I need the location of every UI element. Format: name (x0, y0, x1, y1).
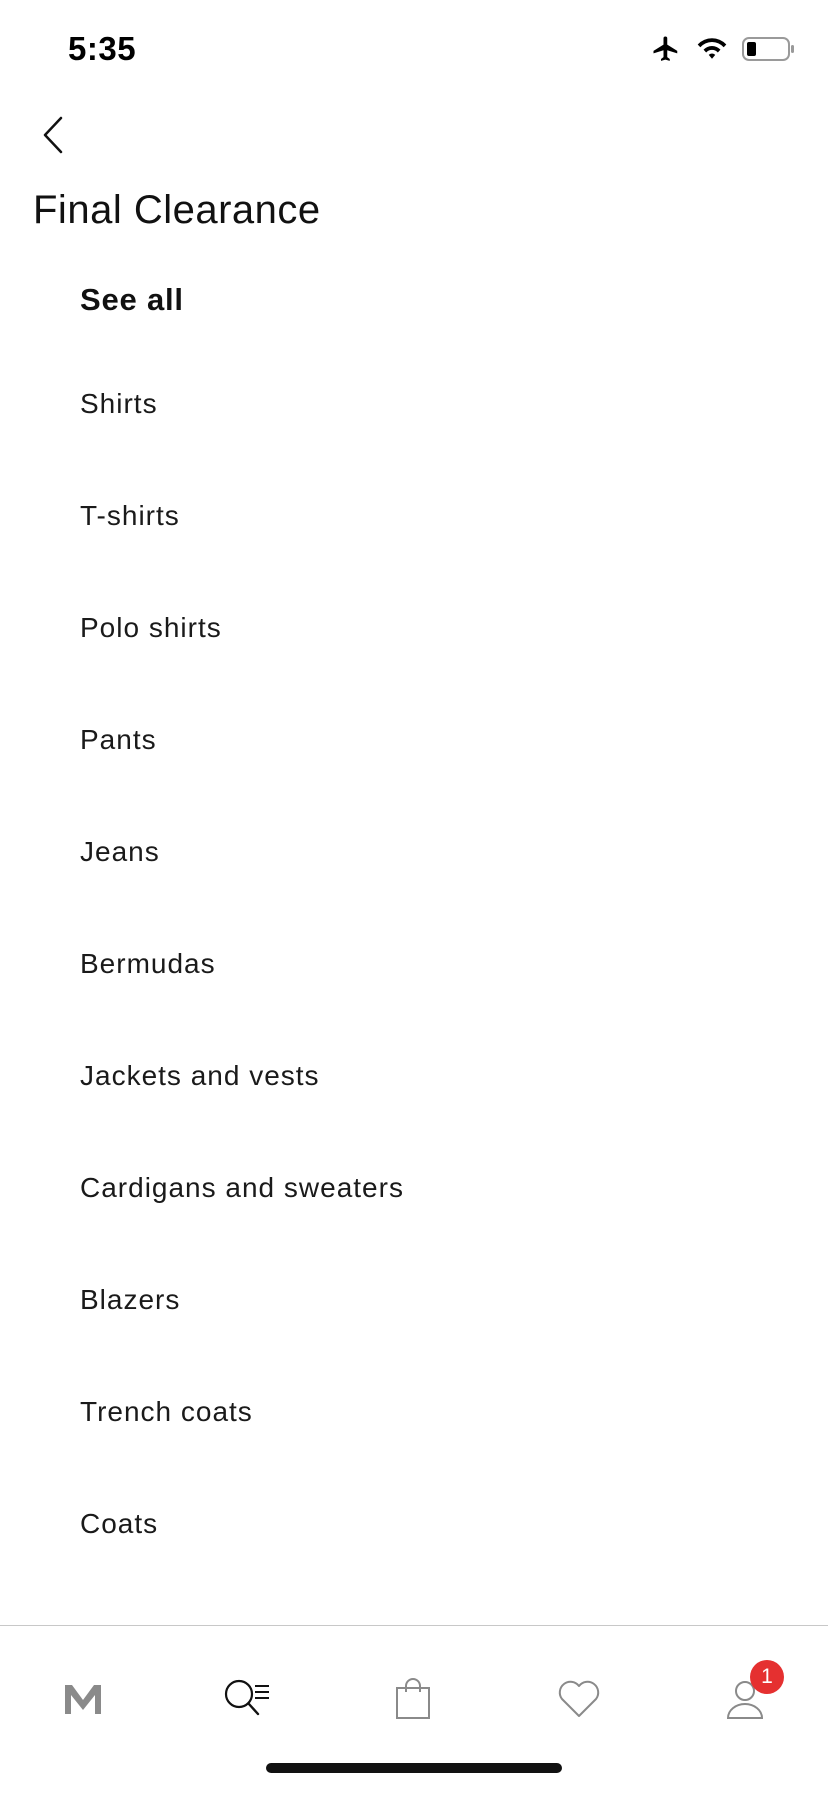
shopping-bag-icon (394, 1678, 432, 1725)
battery-icon (742, 36, 796, 62)
category-item-bermudas[interactable]: Bermudas (80, 948, 216, 979)
tab-wishlist[interactable] (544, 1666, 614, 1736)
m-logo-icon (63, 1683, 103, 1720)
category-item-shirts[interactable]: Shirts (80, 388, 158, 419)
category-item-t-shirts[interactable]: T-shirts (80, 500, 180, 531)
tab-home[interactable] (48, 1666, 118, 1736)
category-item-see-all[interactable]: See all (80, 282, 184, 317)
search-menu-icon (223, 1678, 273, 1725)
back-button[interactable] (28, 112, 78, 162)
category-item-jeans[interactable]: Jeans (80, 836, 160, 867)
airplane-icon (650, 34, 682, 64)
status-time: 5:35 (68, 30, 137, 67)
page-title: Final Clearance (33, 188, 321, 232)
category-item-pants[interactable]: Pants (80, 724, 157, 755)
home-indicator (266, 1763, 562, 1773)
category-item-cardigans-and-sweaters[interactable]: Cardigans and sweaters (80, 1172, 404, 1203)
category-item-trench-coats[interactable]: Trench coats (80, 1396, 253, 1427)
heart-icon (557, 1679, 601, 1724)
category-item-coats[interactable]: Coats (80, 1508, 159, 1539)
wifi-icon (696, 36, 728, 62)
tab-search[interactable] (213, 1666, 283, 1736)
tab-bag[interactable] (378, 1666, 448, 1736)
chevron-left-icon (40, 115, 66, 160)
status-icons (650, 34, 796, 64)
status-bar (0, 0, 828, 100)
category-item-jackets-and-vests[interactable]: Jackets and vests (80, 1060, 320, 1091)
category-item-polo-shirts[interactable]: Polo shirts (80, 612, 222, 643)
tab-account[interactable] (710, 1666, 780, 1736)
notification-badge: 1 (750, 1660, 784, 1694)
category-item-blazers[interactable]: Blazers (80, 1284, 181, 1315)
category-list (0, 252, 828, 1580)
